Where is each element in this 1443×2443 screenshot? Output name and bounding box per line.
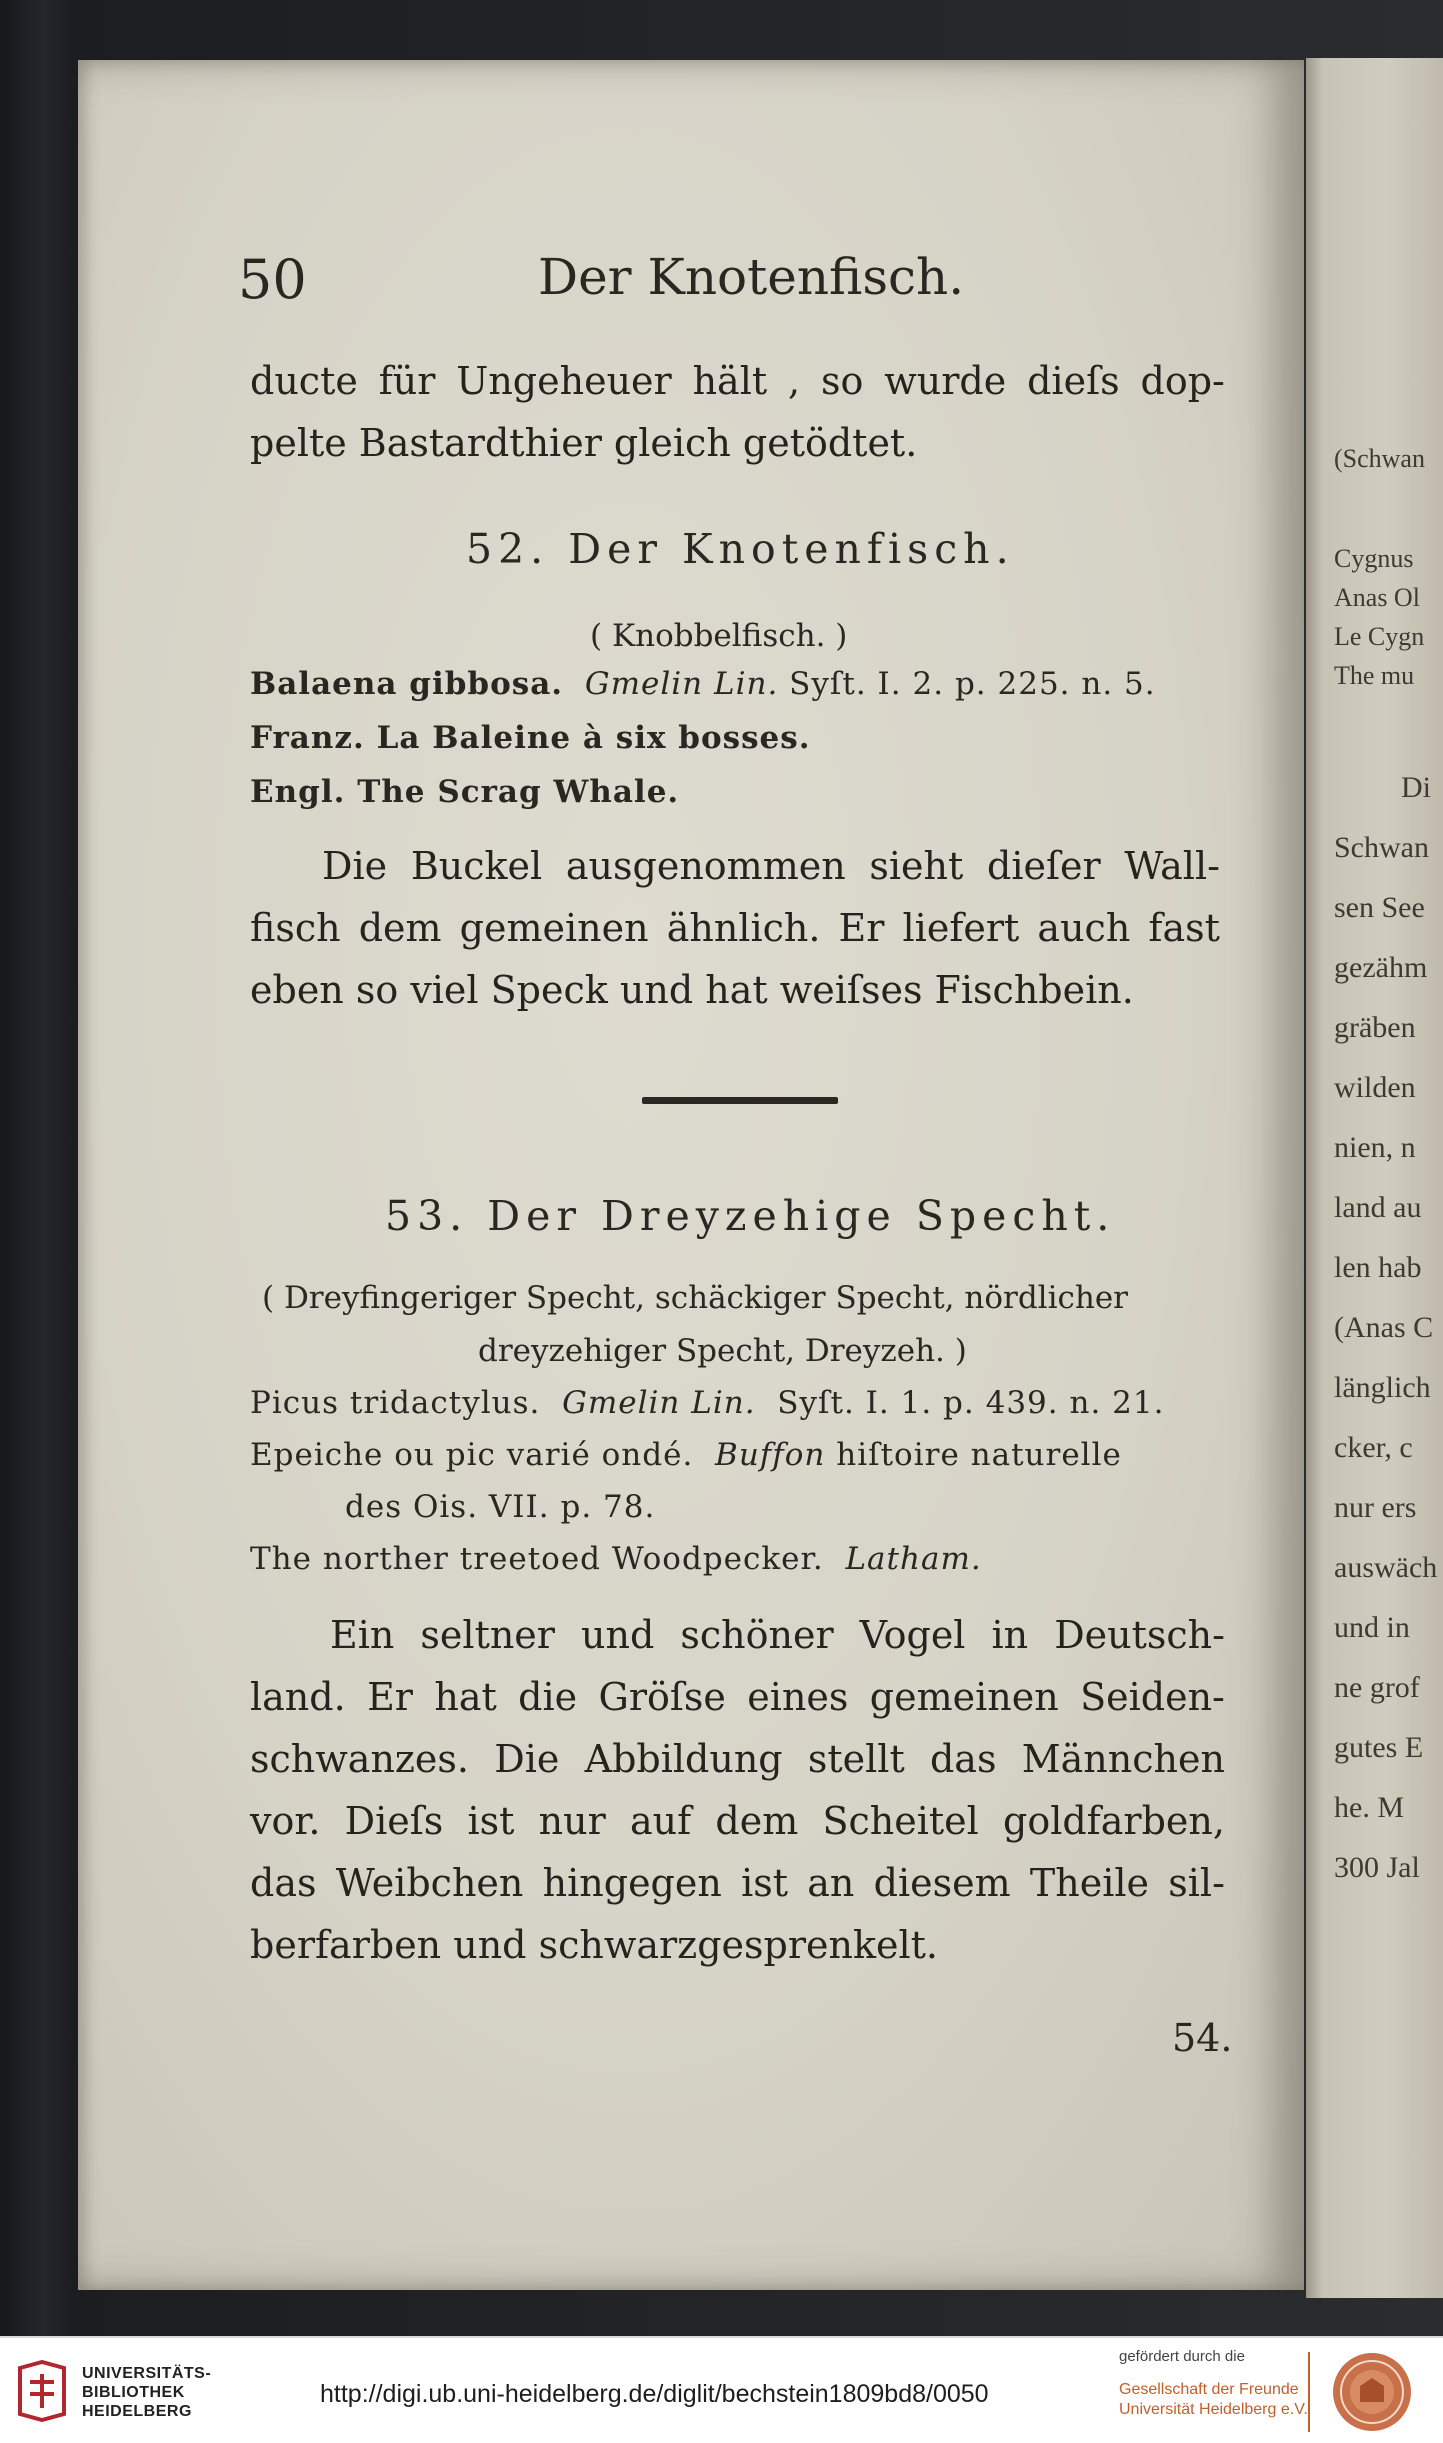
entry-heading: 52. Der Knotenfisch.: [466, 525, 1015, 573]
adjacent-line: auswäch: [1334, 1551, 1438, 1584]
text-line: land. Er hat die Gröſse eines gemeinen Seiden-: [250, 1675, 1225, 1719]
society-name: Gesellschaft der Freunde Universität Heidelberg e.V.: [1119, 2381, 1308, 2418]
reference-line: The norther treetoed Woodpecker. Latham.: [250, 1541, 982, 1577]
adjacent-line: cker, c: [1334, 1431, 1413, 1464]
page-number: 50: [238, 248, 307, 311]
adjacent-line: länglich: [1334, 1371, 1431, 1404]
adjacent-line: Anas Ol: [1334, 583, 1420, 612]
footer-divider: [1308, 2352, 1310, 2432]
adjacent-line: und in: [1334, 1611, 1410, 1644]
adjacent-line: land au: [1334, 1191, 1422, 1224]
text-line: ducte für Ungeheuer hält , so wurde dieſs dop-: [250, 359, 1225, 403]
adjacent-page: [1306, 58, 1443, 2298]
entry-text: [250, 835, 1220, 1021]
adjacent-line: gutes E: [1334, 1731, 1424, 1764]
reference-line: Balaena gibbosa. Gmelin Lin. Syſt. I. 2. p. 225. n. 5.: [250, 666, 1156, 702]
entry-text: [250, 1604, 1225, 1976]
catchword: 54.: [1172, 2016, 1233, 2060]
adjacent-line: 300 Jal: [1334, 1851, 1420, 1884]
entry-synonym: ( Knobbelfisch. ): [590, 618, 848, 654]
adjacent-line: nien, n: [1334, 1131, 1416, 1164]
text-line: Ein seltner und schöner Vogel in Deutsch-: [330, 1613, 1225, 1657]
reference-line: Picus tridactylus. Gmelin Lin. Syſt. I. 1. p. 439. n. 21.: [250, 1385, 1165, 1421]
reference-line: Franz. La Baleine à six bosses.: [250, 720, 811, 756]
adjacent-line: ne grof: [1334, 1671, 1420, 1704]
entry-heading: 53. Der Dreyzehige Specht.: [385, 1192, 1116, 1240]
footer-bar: [0, 2336, 1443, 2443]
text-line: fisch dem gemeinen ähnlich. Er liefert auch fast: [250, 906, 1220, 950]
adjacent-line: len hab: [1334, 1251, 1422, 1284]
adjacent-line: gräben: [1334, 1011, 1416, 1044]
adjacent-line: gezähm: [1334, 951, 1428, 984]
adjacent-line: he. M: [1334, 1791, 1404, 1824]
entry-synonym: dreyzehiger Specht, Dreyzeh. ): [478, 1333, 967, 1369]
reference-line: Engl. The Scrag Whale.: [250, 774, 680, 810]
text-line: das Weibchen hingegen ist an diesem Theile sil-: [250, 1861, 1225, 1905]
adjacent-line: sen See: [1334, 891, 1425, 924]
adjacent-line: (Schwan: [1334, 444, 1425, 473]
society-seal-icon: [1330, 2350, 1414, 2434]
running-head: [238, 248, 998, 318]
text-line: schwanzes. Die Abbildung stellt das Männchen: [250, 1737, 1225, 1781]
adjacent-line: The mu: [1334, 661, 1415, 690]
adjacent-line: nur ers: [1334, 1491, 1417, 1524]
funded-by-label: gefördert durch die: [1119, 2348, 1245, 2365]
section-divider: [642, 1097, 838, 1104]
running-title: Der Knotenfisch.: [538, 248, 965, 306]
reference-line: Epeiche ou pic varié ondé. Buffon hiſtoire naturelle: [250, 1437, 1122, 1473]
text-line: berfarben und schwarzgesprenkelt.: [250, 1923, 938, 1967]
reference-line: des Ois. VII. p. 78.: [345, 1489, 656, 1525]
adjacent-line: Le Cygn: [1334, 622, 1425, 651]
adjacent-line: Cygnus: [1334, 544, 1414, 573]
text-line: pelte Bastardthier gleich getödtet.: [250, 421, 918, 465]
entry-synonym: ( Dreyfingeriger Specht, schäckiger Specht, nördlicher: [262, 1280, 1129, 1316]
text-line: eben so viel Speck und hat weiſses Fischbein.: [250, 968, 1134, 1012]
adjacent-line: Di: [1401, 771, 1431, 804]
permalink-url[interactable]: http://digi.ub.uni-heidelberg.de/diglit/bechstein1809bd8/0050: [320, 2380, 989, 2408]
text-line: vor. Dieſs ist nur auf dem Scheitel goldfarben,: [250, 1799, 1225, 1843]
library-name: UNIVERSITÄTS- BIBLIOTHEK HEIDELBERG: [82, 2365, 212, 2420]
intro-paragraph: [250, 350, 1225, 474]
text-line: Die Buckel ausgenommen sieht dieſer Wall-: [322, 844, 1220, 888]
adjacent-line: (Anas C: [1334, 1311, 1434, 1344]
university-library-logo: [14, 2360, 70, 2422]
adjacent-line: wilden: [1334, 1071, 1416, 1104]
adjacent-line: Schwan: [1334, 831, 1429, 864]
